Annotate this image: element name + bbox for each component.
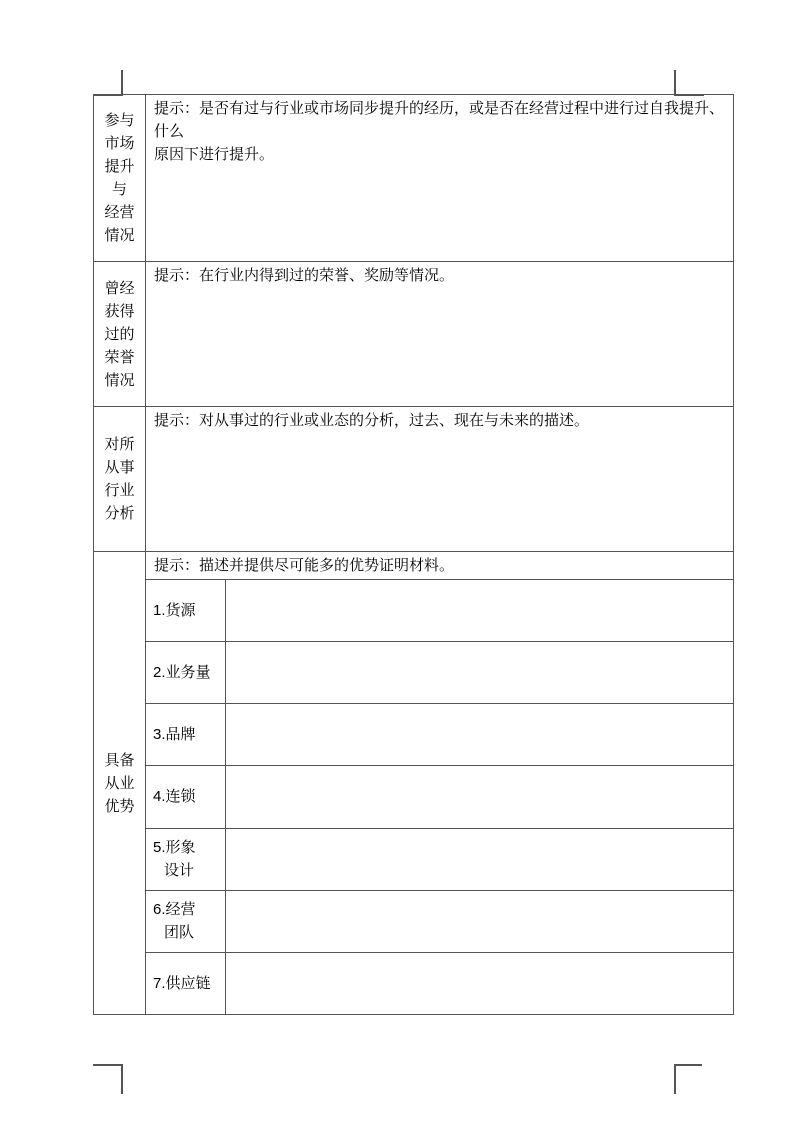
advantage-label-chain	[146, 766, 226, 827]
crop-mark-top-right-icon	[674, 70, 704, 96]
text-line: 参与	[104, 112, 135, 129]
hint-text-honors	[146, 262, 733, 287]
advantage-row-supply-source	[146, 580, 733, 642]
advantage-row-business-volume	[146, 642, 733, 704]
advantage-value-management-team[interactable]	[226, 891, 733, 952]
hint-text-market-improvement	[146, 95, 733, 166]
advantages-hint-row	[146, 552, 733, 580]
table-row-industry-analysis	[94, 407, 733, 552]
text-line: 4.连锁	[153, 788, 196, 806]
advantage-label-supply-chain	[146, 953, 226, 1014]
advantage-value-brand[interactable]	[226, 704, 733, 765]
text-line: 提示：是否有过与行业或市场同步提升的经历，或是否在经营过程中进行过自我提升、什么	[154, 100, 725, 140]
text-line: 曾经	[104, 279, 135, 297]
advantage-label-supply-source	[146, 580, 226, 641]
text-line: 从业	[104, 774, 135, 792]
crop-mark-bottom-right-icon	[674, 1064, 702, 1094]
text-line: 过的	[104, 325, 135, 343]
text-line: 原因下进行提升。	[154, 146, 275, 163]
hint-text-advantages	[146, 554, 462, 577]
text-line: 设计	[164, 862, 195, 880]
text-line: 市场	[104, 135, 135, 152]
text-line: 情况	[104, 227, 135, 244]
crop-mark-bottom-left-icon	[93, 1064, 123, 1094]
advantage-row-image-design	[146, 829, 733, 891]
hint-text-industry-analysis	[146, 407, 733, 432]
text-line: 5.形象	[153, 839, 196, 857]
text-line: 提示：对从事过的行业或业态的分析，过去、现在与未来的描述。	[154, 412, 590, 429]
answer-cell-industry-analysis[interactable]	[146, 407, 733, 551]
text-line: 分析	[104, 505, 135, 522]
advantage-value-supply-chain[interactable]	[226, 953, 733, 1014]
answer-cell-honors[interactable]	[146, 262, 733, 406]
advantage-row-supply-chain	[146, 953, 733, 1014]
advantage-row-brand	[146, 704, 733, 766]
text-line: 优势	[104, 797, 135, 815]
advantage-label-image-design	[146, 829, 226, 890]
text-line: 6.经营	[153, 901, 196, 919]
crop-mark-top-left-icon	[93, 70, 123, 96]
text-line: 对所	[104, 436, 135, 453]
advantages-subtable	[146, 552, 733, 1014]
advantage-label-brand	[146, 704, 226, 765]
table-row-honors	[94, 262, 733, 407]
text-line: 从事	[104, 459, 135, 476]
text-line: 3.品牌	[153, 726, 196, 744]
text-line: 2.业务量	[153, 664, 211, 682]
text-line: 行业	[104, 482, 135, 499]
text-line: 获得	[104, 302, 135, 320]
advantage-value-business-volume[interactable]	[226, 642, 733, 703]
text-line: 提示：在行业内得到过的荣誉、奖励等情况。	[154, 267, 455, 284]
row-header-industry-analysis	[94, 407, 146, 551]
text-line: 荣誉	[104, 348, 135, 366]
text-line: 1.货源	[153, 602, 196, 620]
row-header-market-improvement	[94, 95, 146, 261]
table-row-advantages	[94, 552, 733, 1014]
row-header-advantages	[94, 552, 146, 1014]
row-header-honors	[94, 262, 146, 406]
text-line: 7.供应链	[153, 974, 211, 992]
text-line: 与	[111, 181, 127, 198]
form-table	[93, 94, 734, 1015]
answer-cell-market-improvement[interactable]	[146, 95, 733, 261]
advantage-value-chain[interactable]	[226, 766, 733, 827]
advantage-row-chain	[146, 766, 733, 828]
advantage-row-management-team	[146, 891, 733, 953]
table-row-market-improvement	[94, 95, 733, 262]
text-line: 团队	[164, 924, 195, 942]
text-line: 提示：描述并提供尽可能多的优势证明材料。	[154, 557, 455, 574]
advantage-value-image-design[interactable]	[226, 829, 733, 890]
text-line: 情况	[104, 371, 135, 389]
text-line: 经营	[104, 204, 135, 221]
advantage-label-business-volume	[146, 642, 226, 703]
text-line: 具备	[104, 751, 135, 769]
advantage-value-supply-source[interactable]	[226, 580, 733, 641]
advantage-label-management-team	[146, 891, 226, 952]
text-line: 提升	[104, 158, 135, 175]
